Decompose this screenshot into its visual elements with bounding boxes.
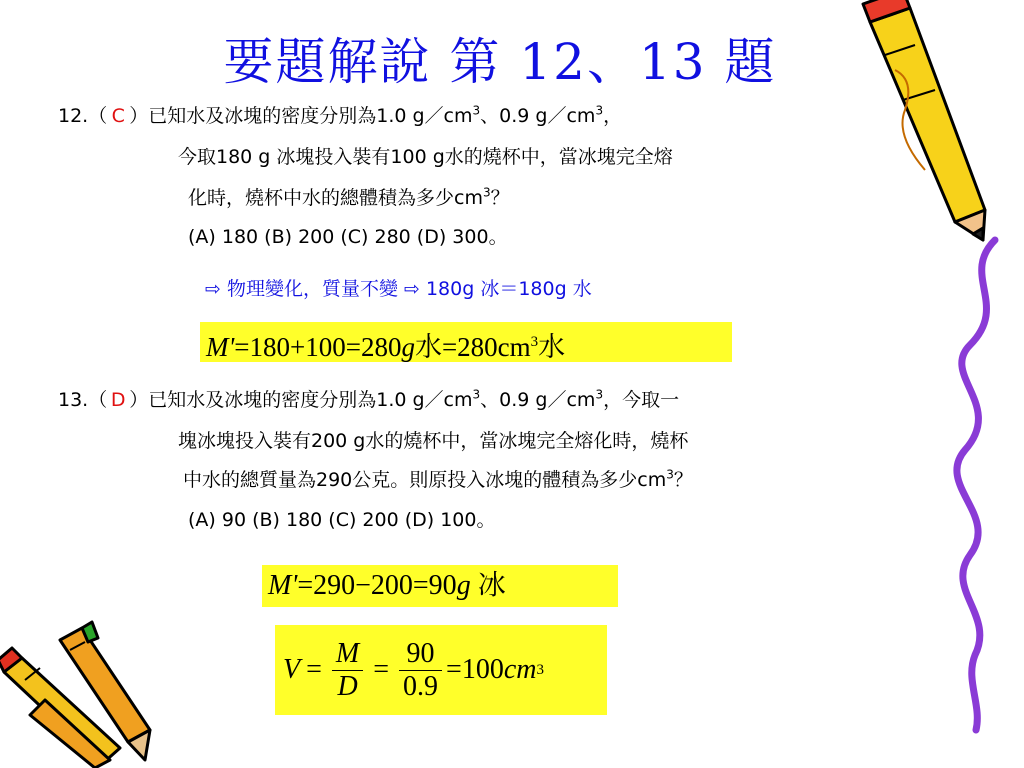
- q13-sup2: 3: [595, 387, 604, 402]
- q12-formula-water2: 水: [538, 332, 566, 362]
- q13-line1-end: ，今取一: [603, 389, 680, 411]
- q12-line1-text: 已知水及冰塊的密度分別為1.0 g／cm: [148, 105, 473, 127]
- q12-formula-eq: =180+100=280: [234, 332, 402, 362]
- q12-number: 12.（: [58, 105, 108, 127]
- q12-answer: C: [111, 105, 125, 127]
- q13-close: ）: [129, 389, 149, 411]
- q12-line3-text: 化時，燒杯中水的總體積為多少cm: [188, 187, 483, 209]
- q13-formula2-sup: 3: [536, 661, 544, 678]
- q13-options: (A) 90 (B) 180 (C) 200 (D) 100。: [188, 509, 496, 531]
- q12-line1-end: ，: [603, 105, 623, 127]
- q13-formula1-ice: 冰: [477, 570, 506, 601]
- q13-formula-volume: [275, 625, 607, 715]
- q12-line3: [188, 185, 510, 211]
- q12-line1-mid: 、0.9 g／cm: [480, 105, 596, 127]
- q13-formula2-num2: 90: [399, 638, 442, 671]
- q13-formula2-den1: D: [337, 670, 358, 702]
- q12-hint: ⇨ 物理變化，質量不變 ⇨ 180g 冰＝180g 水: [205, 278, 592, 300]
- q12-sup1: 3: [472, 103, 481, 118]
- q13-formula2-v: V: [283, 654, 301, 685]
- q13-line3-end: ？: [673, 469, 693, 491]
- q12-options: (A) 180 (B) 200 (C) 280 (D) 300。: [188, 226, 508, 248]
- q13-line3: [183, 467, 693, 493]
- q13-formula2-eq2: =: [373, 654, 390, 685]
- q12-formula-water1: 水: [414, 332, 442, 362]
- q12-close: ）: [129, 105, 149, 127]
- q13-line1: [58, 387, 679, 413]
- q13-formula1-lhs: M': [268, 570, 298, 601]
- q13-answer: D: [110, 389, 126, 411]
- q13-number: 13.（: [58, 389, 108, 411]
- q12-formula-lhs: M': [206, 332, 235, 362]
- q13-line3-text: 中水的總質量為290公克。則原投入冰塊的體積為多少cm: [183, 469, 667, 491]
- q13-formula2-cm: cm: [503, 654, 537, 685]
- purple-squiggle-icon: [920, 235, 1015, 735]
- q12-formula-sup: 3: [530, 334, 539, 350]
- q13-fraction-values: [399, 638, 442, 703]
- q13-fraction-md: [332, 638, 363, 703]
- q12-line3-end: ？: [490, 187, 510, 209]
- q12-line2: 今取180 g 冰塊投入裝有100 g水的燒杯中，當冰塊完全熔: [178, 146, 673, 168]
- q13-line1-text: 已知水及冰塊的密度分別為1.0 g／cm: [148, 389, 473, 411]
- q13-formula2-eq3: =100: [446, 654, 504, 685]
- q13-formula-mass: [262, 565, 618, 607]
- q13-sup1: 3: [472, 387, 481, 402]
- q13-formula1-g: g: [456, 570, 471, 601]
- page-title: 要題解說 第 12、13 題: [223, 33, 777, 91]
- q13-formula2-eq1: =: [306, 654, 322, 685]
- pencil-clipart-icon: [855, 0, 1005, 245]
- crayons-clipart-icon: [0, 620, 160, 768]
- q12-line1: [58, 103, 622, 129]
- q13-line2: 塊冰塊投入裝有200 g水的燒杯中，當冰塊完全熔化時，燒杯: [178, 430, 689, 452]
- q12-line3-sup: 3: [482, 185, 491, 200]
- q12-formula-eq2: =280cm: [441, 332, 531, 362]
- q13-line1-mid: 、0.9 g／cm: [480, 389, 596, 411]
- q13-formula2-den2: 0.9: [403, 670, 439, 702]
- q13-formula2-num1: M: [332, 638, 363, 671]
- q12-formula-g: g: [401, 332, 415, 362]
- q12-sup2: 3: [595, 103, 604, 118]
- q12-formula: [200, 322, 732, 362]
- q13-formula1-eq: =290−200=90: [297, 570, 457, 601]
- q13-line3-sup: 3: [666, 467, 674, 482]
